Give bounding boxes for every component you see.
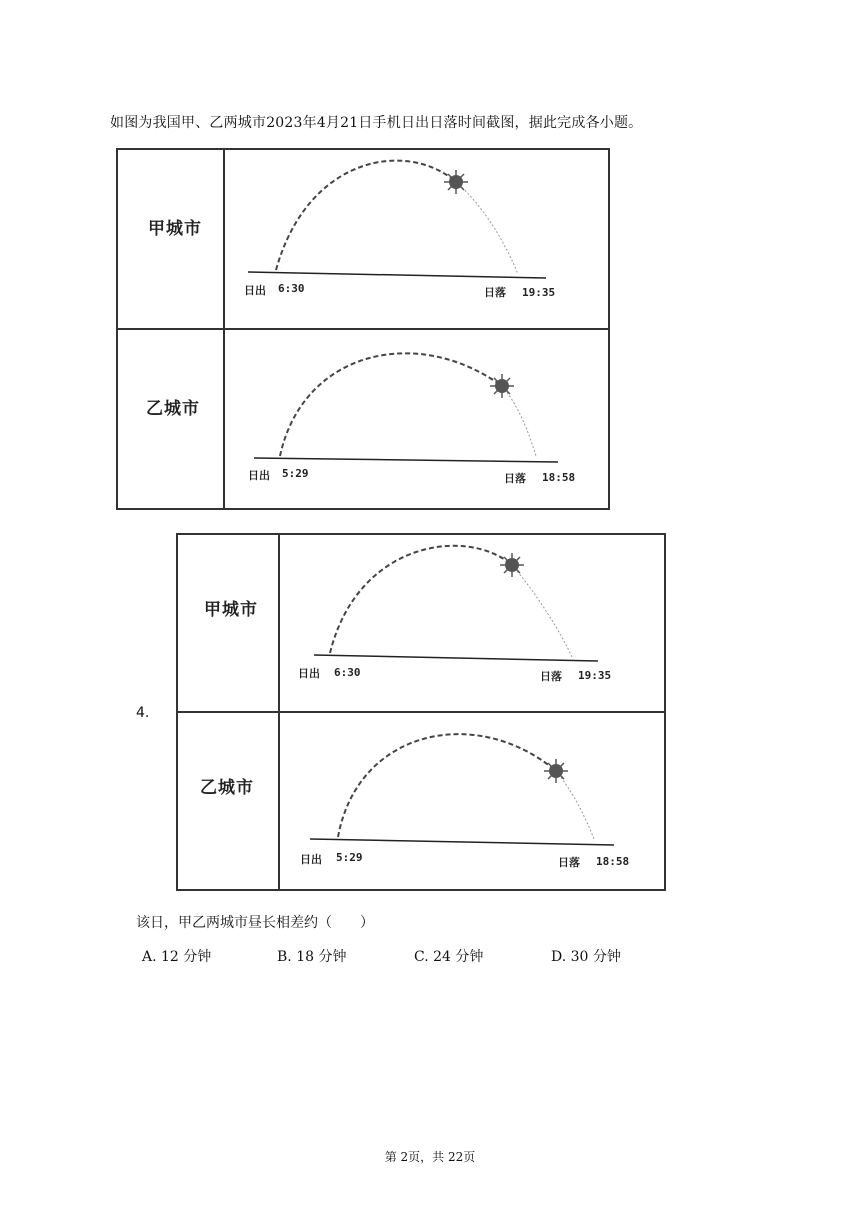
page-footer: 第 2页，共 22页 <box>384 1150 476 1164</box>
option-b-text: 18 分钟 <box>296 949 347 965</box>
city-a-sun-icon-2 <box>500 553 524 577</box>
city-a-sunrise-label-2: 日出 <box>298 667 320 680</box>
option-b-letter: B. <box>277 949 292 965</box>
figure-2-divider <box>278 535 280 889</box>
city-b-sunrise-time: 5:29 <box>282 467 309 480</box>
option-d-letter: D. <box>551 949 567 965</box>
city-a-sunset-time-2: 19:35 <box>578 669 612 682</box>
city-a-sunset-label: 日落 <box>484 286 506 299</box>
option-a-letter: A. <box>142 949 157 965</box>
question-text: 该日，甲乙两城市昼长相差约（ ） <box>136 915 374 931</box>
city-a-sun-path-2 <box>178 535 664 711</box>
figure-1-divider <box>223 150 225 508</box>
city-b-sun-path-2 <box>178 713 664 889</box>
option-c-text: 24 分钟 <box>433 949 484 965</box>
city-a-row <box>118 150 608 328</box>
option-c[interactable] <box>414 946 483 966</box>
option-b[interactable] <box>277 946 346 966</box>
figure-2 <box>176 533 666 891</box>
figure-1 <box>116 148 610 510</box>
city-a-sun-icon <box>444 170 468 194</box>
option-a-text: 12 分钟 <box>161 949 212 965</box>
city-a-sunrise-time-2: 6:30 <box>334 666 361 679</box>
city-b-sunset-label: 日落 <box>504 472 526 485</box>
city-b-sun-icon <box>490 374 514 398</box>
city-b-sunset-time-2: 18:58 <box>596 855 630 868</box>
city-a-row-2 <box>178 535 664 711</box>
city-b-name-2: 乙城市 <box>200 778 254 798</box>
city-b-sun-icon-2 <box>544 759 568 783</box>
city-b-sunrise-label: 日出 <box>248 469 270 482</box>
question-number: 4. <box>136 705 150 721</box>
city-a-sun-path <box>118 150 608 328</box>
option-c-letter: C. <box>414 949 429 965</box>
city-a-sunset-time: 19:35 <box>522 286 556 299</box>
city-a-name: 甲城市 <box>148 219 202 239</box>
city-b-sunset-time: 18:58 <box>542 471 576 484</box>
option-a[interactable] <box>142 946 211 966</box>
city-a-name-2: 甲城市 <box>204 600 258 620</box>
city-b-sun-path <box>118 330 608 508</box>
city-b-row <box>118 328 608 508</box>
city-a-sunrise-time: 6:30 <box>278 282 305 295</box>
city-a-sunrise-label: 日出 <box>244 284 266 297</box>
intro-text: 如图为我国甲、乙两城市2023年4月21日手机日出日落时间截图，据此完成各小题。 <box>110 115 643 131</box>
city-b-row-2 <box>178 711 664 889</box>
city-b-sunrise-label-2: 日出 <box>300 853 322 866</box>
city-b-name: 乙城市 <box>146 399 200 419</box>
option-d[interactable] <box>551 946 621 966</box>
city-b-sunset-label-2: 日落 <box>558 856 580 869</box>
city-a-sunset-label-2: 日落 <box>540 670 562 683</box>
city-b-sunrise-time-2: 5:29 <box>336 851 363 864</box>
option-d-text: 30 分钟 <box>570 949 621 965</box>
